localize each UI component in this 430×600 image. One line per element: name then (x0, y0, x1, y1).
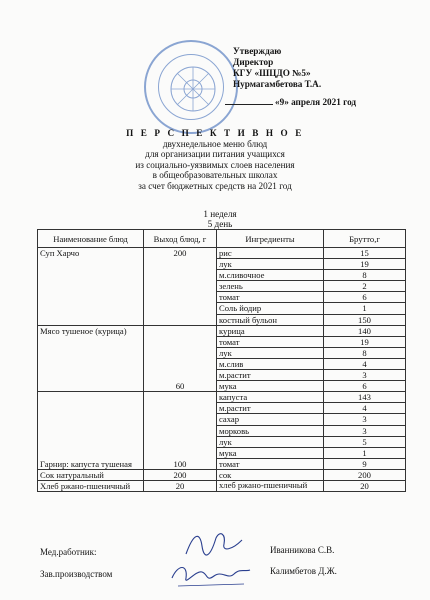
title-line-6: за счет бюджетных средств на 2021 год (138, 180, 292, 191)
dish-name: Гарнир: капуста тушеная (38, 392, 144, 470)
ingredient-name: Соль йодир (217, 303, 324, 314)
approval-date-text: «9» апреля 2021 год (275, 97, 357, 107)
menu-table (37, 229, 406, 492)
dish-name: Хлеб ржано-пшеничный (38, 480, 144, 491)
ingredient-name: томат (217, 458, 324, 469)
dish-name: Сок натуральный (38, 469, 144, 480)
ingredient-gross: 143 (324, 392, 406, 403)
approval-title: Утверждаю (233, 46, 282, 56)
chef-label: Зав.производством (40, 569, 113, 579)
dish-yield: 100 (144, 392, 217, 470)
ingredient-name: курица (217, 325, 324, 336)
ingredient-gross: 2 (324, 281, 406, 292)
ingredient-name: рис (217, 248, 324, 259)
dish-yield: 200 (144, 248, 217, 326)
ingredient-gross: 5 (324, 436, 406, 447)
header-dish: Наименование блюд (38, 230, 144, 248)
ingredient-name: костный бульон (217, 314, 324, 325)
ingredient-name: м.сливочное (217, 270, 324, 281)
title-line-5: в общеобразовательных школах (152, 170, 278, 180)
ingredient-gross: 9 (324, 458, 406, 469)
approval-position: Директор (233, 57, 274, 67)
ingredient-name: зелень (217, 281, 324, 292)
signature-line (225, 104, 273, 105)
approval-block (233, 46, 423, 90)
ingredient-name: хлеб ржано-пшеничный (217, 480, 324, 491)
approval-date (225, 97, 356, 107)
dish-yield: 20 (144, 480, 217, 491)
ingredient-gross: 19 (324, 336, 406, 347)
ingredient-gross: 4 (324, 403, 406, 414)
day-label: 5 день (207, 219, 233, 229)
ingredient-name: мука (217, 447, 324, 458)
dish-name: Суп Харчо (38, 248, 144, 326)
ingredient-name: лук (217, 436, 324, 447)
header-gross: Брутто,г (324, 230, 406, 248)
ingredient-gross: 140 (324, 325, 406, 336)
ingredient-gross: 3 (324, 370, 406, 381)
ingredient-name: томат (217, 292, 324, 303)
table-row (38, 469, 406, 480)
ingredient-gross: 200 (324, 469, 406, 480)
dish-yield: 200 (144, 469, 217, 480)
ingredient-gross: 20 (324, 480, 406, 491)
ingredient-name: сахар (217, 414, 324, 425)
ingredient-gross: 4 (324, 358, 406, 369)
ingredient-gross: 1 (324, 303, 406, 314)
ingredient-name: морковь (217, 425, 324, 436)
table-row (38, 325, 406, 336)
ingredient-gross: 1 (324, 447, 406, 458)
week-label: 1 неделя (203, 209, 237, 219)
signature-med-icon (180, 528, 250, 560)
ingredient-name: мука (217, 381, 324, 392)
chef-name: Калимбетов Д.Ж. (270, 566, 337, 576)
ingredient-gross: 8 (324, 347, 406, 358)
ingredient-gross: 6 (324, 381, 406, 392)
ingredient-gross: 6 (324, 292, 406, 303)
title-line-3: для организации питания учащихся (145, 149, 285, 159)
ingredient-name: м.растит (217, 403, 324, 414)
title-line-2: двухнедельное меню блюд (162, 138, 268, 149)
ingredient-name: м.растит (217, 370, 324, 381)
ingredient-name: лук (217, 347, 324, 358)
med-worker-name: Иванникова С.В. (270, 545, 335, 555)
dish-yield: 60 (144, 325, 217, 392)
ingredient-gross: 150 (324, 314, 406, 325)
signature-chef-icon (168, 558, 254, 590)
ingredient-name: капуста (217, 392, 324, 403)
table-row (38, 248, 406, 259)
header-ingredients: Ингредиенты (217, 230, 324, 248)
approval-name: Нурмагамбетова Т.А. (233, 79, 322, 89)
ingredient-name: м.слив (217, 358, 324, 369)
ingredient-gross: 3 (324, 425, 406, 436)
title-line-4: из социально-уязвимых слоев населения (135, 159, 295, 170)
ingredient-gross: 3 (324, 414, 406, 425)
ingredient-name: томат (217, 336, 324, 347)
seal-icon (144, 40, 238, 134)
approval-organization: КГУ «ШЦДО №5» (233, 68, 311, 78)
ingredient-gross: 19 (324, 259, 406, 270)
document-title (90, 128, 340, 191)
week-day (190, 209, 250, 229)
table-header-row (38, 230, 406, 248)
title-main: П Е Р С П Е К Т И В Н О Е (126, 128, 304, 138)
table-row (38, 480, 406, 491)
dish-name: Мясо тушеное (курица) (38, 325, 144, 392)
table-row (38, 392, 406, 403)
ingredient-name: лук (217, 259, 324, 270)
header-yield: Выход блюд, г (144, 230, 217, 248)
ingredient-gross: 15 (324, 248, 406, 259)
med-worker-label: Мед.работник: (40, 547, 97, 557)
ingredient-gross: 8 (324, 270, 406, 281)
ingredient-name: сок (217, 469, 324, 480)
